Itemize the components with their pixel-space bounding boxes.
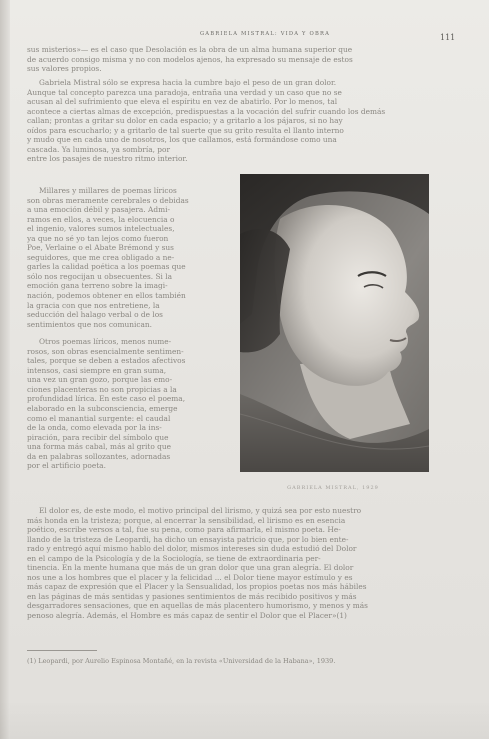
text-line: de la onda, como elevada por la ins- [27,423,162,433]
text-line: sólo nos regocijan u obsecuentes. Si la [27,271,173,281]
text-line: elaborado en la subconsciencia, emerge [27,404,178,414]
text-line: penoso alegría. Además, el Hombre es más capaz de sentir el Dolor que el Placer»(1) [27,611,347,621]
text-line: son obras meramente cerebrales o debidas [27,195,189,205]
second-paragraph [27,78,438,164]
opening-paragraph [27,45,438,74]
text-line: sus misterios»— es el caso que Desolación es la obra de un alma humana superior que [27,45,353,54]
text-line: oídos para escucharlo; y a gritarlo de tal suerte que su grito resulta el llanto interno [27,125,344,135]
text-line: profundidad lírica. En este caso el poema, [27,394,186,404]
text-line: sus valores propios. [27,64,102,74]
running-title: GABRIELA MISTRAL: VIDA Y OBRA [199,31,331,37]
text-line: ramos en ellos, a veces, la elocuencia o [27,214,175,224]
portrait-illustration [240,174,429,472]
text-line: a una emoción débil y pasajera. Admi- [27,205,170,215]
text-line: en el campo de la Psicología y de la Sociología, se tiene de extraordinaria per- [27,553,321,563]
text-line: acontece a ciertas almas de excepción, predispuestas a la vocación del sufrir cuando los demás [27,106,386,116]
text-line: llando de la tristeza de Leopardi, ha dicho un ensayista patricio que, por lo bien ente- [27,534,349,544]
left-column-text [27,186,232,471]
closing-paragraph [27,506,438,621]
text-line: Poe, Verlaine o el Abate Brémond y sus [27,243,174,253]
text-line: una vez un gran gozo, porque las emo- [27,375,173,385]
page-number: 111 [440,33,456,42]
text-line: emoción gana terreno sobre la imagi- [27,281,168,291]
text-line: de acuerdo consigo misma y no con modelos ajenos, ha expresado su mensaje de estos [27,54,353,64]
text-line: desgarradores sensaciones, que en aquellas de más placentero humorismo, y menos y más [27,601,368,611]
text-line: más capaz de expresión que el Placer y la Sensualidad, los propios poetas nos más hábiles [27,582,367,592]
text-line: tinencia. En la mente humana que más de un gran dolor que una gran alegría. El dolor [27,563,354,573]
text-line: Aunque tal concepto parezca una paradoja, entraña una verdad y un caso que no se [27,87,342,97]
text-line: en las páginas de más sentidas y pasiones sentimientos de más recibido positivos y más [27,591,357,601]
text-line: el ingenio, valores sumos intelectuales, [27,224,175,234]
text-line: y mudo que en cada uno de nosotros, los que callamos, está formándose como una [27,135,337,145]
text-line: la gracia con que nos entretiene, la [27,300,160,310]
text-line: El dolor es, de este modo, el motivo principal del lirismo, y quizá sea por esto nuestro [39,506,362,515]
text-line: ya que no sé yo tan lejos como fueron [27,233,169,243]
text-line: rosos, son obras esencialmente sentimen- [27,346,184,356]
text-line: acusan al del sufrimiento que eleva el espíritu en vez de abatirlo. Por lo menos, tal [27,97,338,107]
text-line: cascada. Ya luminosa, ya sombría, por [27,144,171,154]
text-line: intensos, casi siempre en gran suma, [27,365,167,375]
text-line: seducción del halago verbal o de los [27,310,163,320]
text-line: una forma más cabal, más al grito que [27,442,171,452]
photo-caption: GABRIELA MISTRAL, 1929 [287,485,379,491]
text-line: da en palabras sollozantes, adornadas [27,451,171,461]
page-bottom-shading [0,700,489,739]
text-line: entre los pasajes de nuestro ritmo interior. [27,154,188,164]
text-line: rado y entregó aquí mismo hablo del dolor, mismos intereses sin duda estudió del Dolor [27,544,357,554]
text-line: sentimientos que nos comunican. [27,319,153,329]
text-line: nos une a los hombres que el placer y la felicidad ... el Dolor tiene mayor estímulo y es [27,572,353,582]
text-line: como el manantial surgente: el caudal [27,413,171,423]
text-line: Gabriela Mistral sólo se expresa hacia la cumbre bajo el peso de un gran dolor. [39,78,337,87]
text-line: Millares y millares de poemas líricos [39,186,177,195]
text-line: ciones placenteras no son propicias a la [27,384,177,394]
text-line: más honda en la tristeza; porque, al encerrar la sensibilidad, el lirismo es en esencia [27,515,346,525]
text-line: poético, escribe versos a tal, fue su pena, como para afirmarla, el mismo poeta. He- [27,525,341,535]
page-binding-shadow [0,0,10,739]
text-line: garles la calidad poética a los poemas que [27,262,186,272]
text-line: Otros poemas líricos, menos nume- [39,337,172,347]
text-line: piración, para recibir del símbolo que [27,432,169,442]
portrait-photo [240,174,429,472]
text-line: nación, podemos obtener en ellos también [27,291,186,301]
text-line: tales, porque se deben a estados afectivos [27,356,186,366]
text-line: callan; prontas a gritar su dolor en cada espacio; y a gritarlo a los pájaros, si no hay [27,116,343,126]
text-line: seguidores, que me crea obligado a ne- [27,252,175,262]
text-line: por el artificio poeta. [27,461,106,471]
footnote: (1) Leopardi, por Aurelio Espinosa Montañé, en la revista «Universidad de la Habana», 1939. [27,657,336,665]
footnote-rule [27,650,97,651]
